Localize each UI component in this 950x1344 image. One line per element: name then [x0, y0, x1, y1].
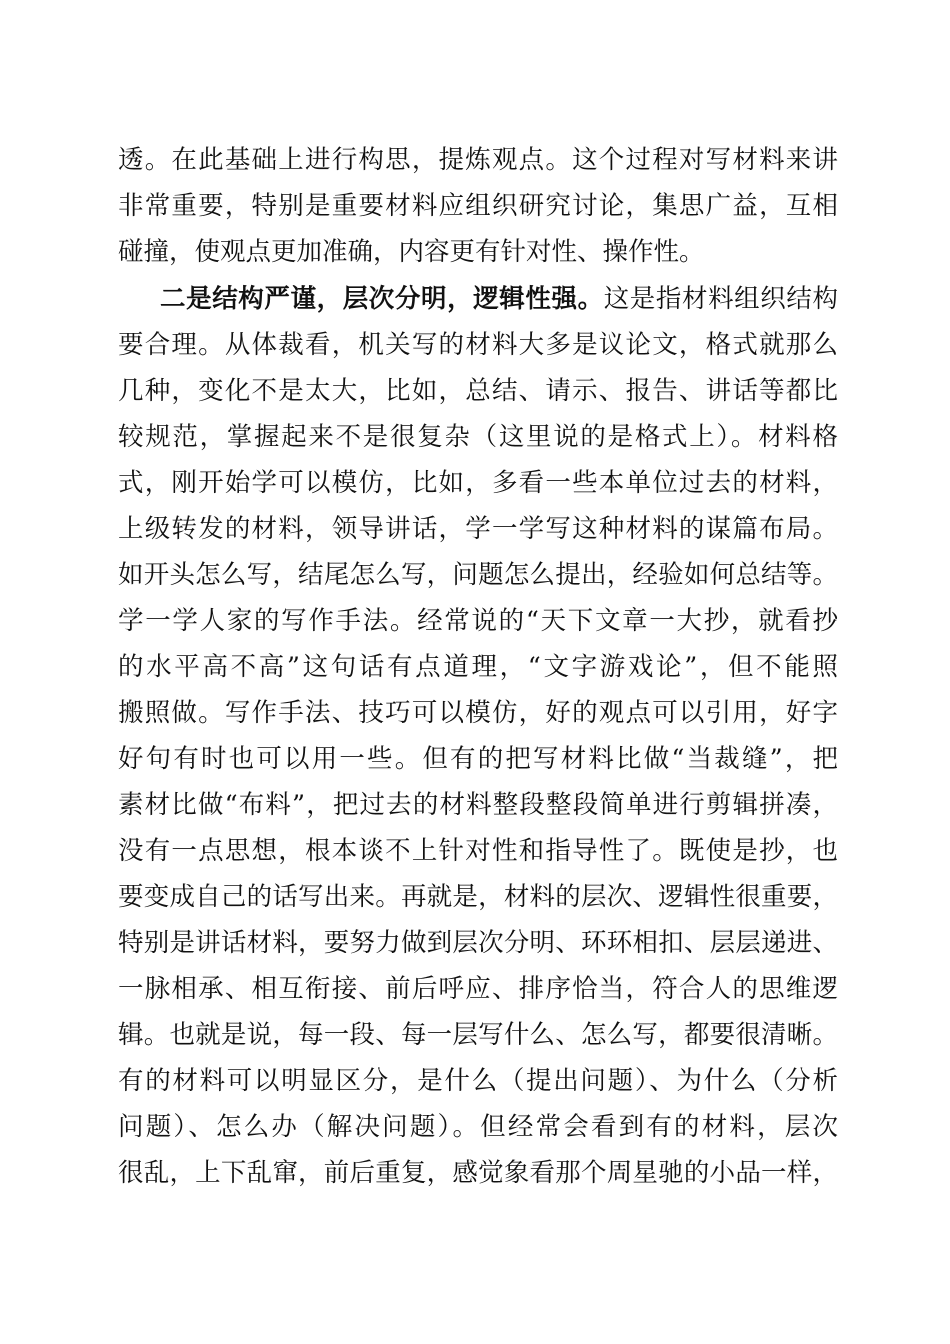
text-line: 几种，变化不是太大，比如，总结、请示、报告、讲话等都比	[118, 376, 838, 406]
text-line: 如开头怎么写，结尾怎么写，问题怎么提出，经验如何总结等。	[118, 560, 838, 590]
paragraph-heading-line	[160, 276, 838, 322]
text-line: 问题）、怎么办（解决问题）。但经常会看到有的材料，层次	[118, 1112, 838, 1142]
text-line: 辑。也就是说，每一段、每一层写什么、怎么写，都要很清晰。	[118, 1020, 838, 1050]
text-line: 式，刚开始学可以模仿，比如，多看一些本单位过去的材料，	[118, 468, 838, 498]
text-line: 要合理。从体裁看，机关写的材料大多是议论文，格式就那么	[118, 330, 838, 360]
text-line: 非常重要，特别是重要材料应组织研究讨论，集思广益，互相	[118, 191, 838, 221]
text-line: 较规范，掌握起来不是很复杂（这里说的是格式上）。材料格	[118, 422, 838, 452]
text-line: 有的材料可以明显区分，是什么（提出问题）、为什么（分析	[118, 1066, 838, 1096]
text-line: 特别是讲话材料，要努力做到层次分明、环环相扣、层层递进、	[118, 928, 838, 958]
text-line: 的水平高不高”这句话有点道理，“文字游戏论”，但不能照	[118, 652, 838, 682]
text-line: 很乱，上下乱窜，前后重复，感觉象看那个周星驰的小品一样，	[118, 1158, 838, 1188]
paragraph-lead-rest: 这是指材料组织结构	[603, 284, 838, 314]
text-line: 上级转发的材料，领导讲话，学一学写这种材料的谋篇布局。	[118, 514, 838, 544]
text-line: 要变成自己的话写出来。再就是，材料的层次、逻辑性很重要，	[118, 882, 838, 912]
text-line: 好句有时也可以用一些。但有的把写材料比做“当裁缝”，把	[118, 744, 838, 774]
text-line: 素材比做“布料”，把过去的材料整段整段简单进行剪辑拼凑，	[118, 790, 838, 820]
text-line: 搬照做。写作手法、技巧可以模仿，好的观点可以引用，好字	[118, 698, 838, 728]
text-line: 透。在此基础上进行构思，提炼观点。这个过程对写材料来讲	[118, 145, 838, 175]
text-line: 一脉相承、相互衔接、前后呼应、排序恰当，符合人的思维逻	[118, 974, 838, 1004]
text-line: 学一学人家的写作手法。经常说的“天下文章一大抄，就看抄	[118, 606, 838, 636]
text-line: 没有一点思想，根本谈不上针对性和指导性了。既使是抄，也	[118, 836, 838, 866]
text-line: 碰撞，使观点更加准确，内容更有针对性、操作性。	[118, 237, 705, 267]
paragraph-lead: 二是结构严谨，层次分明，逻辑性强。	[160, 284, 604, 314]
